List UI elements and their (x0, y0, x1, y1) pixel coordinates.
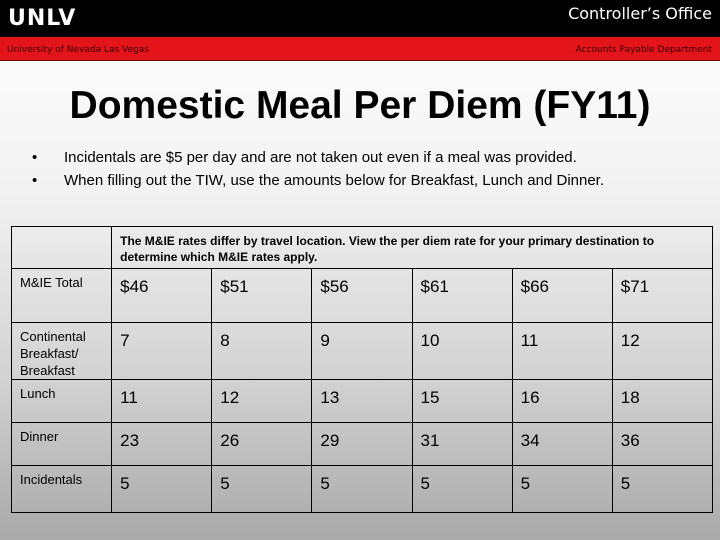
table-cell: 12 (212, 380, 312, 423)
bullet-item (28, 148, 604, 171)
table-row (12, 269, 713, 323)
bullet-item (28, 171, 604, 194)
per-diem-table (11, 226, 713, 513)
bullet-text: When filling out the TIW, use the amounts below for Breakfast, Lunch and Dinner. (64, 172, 605, 189)
header-bar (0, 0, 720, 37)
table-cell: $71 (612, 269, 712, 323)
table-row (12, 323, 713, 380)
table-cell: 29 (312, 423, 412, 466)
table-cell: $51 (212, 269, 312, 323)
table-cell: 11 (112, 380, 212, 423)
table-cell: 36 (612, 423, 712, 466)
university-name: University of Nevada Las Vegas (7, 45, 149, 55)
table-cell: 16 (512, 380, 612, 423)
row-label: Incidentals (12, 466, 112, 513)
unlv-logo: UNLV (8, 6, 77, 31)
bullet-icon: • (32, 149, 38, 166)
table-cell: 12 (612, 323, 712, 380)
office-name: Controller’s Office (568, 4, 712, 23)
table-cell: 5 (212, 466, 312, 513)
table-cell: 7 (112, 323, 212, 380)
row-label: Lunch (12, 380, 112, 423)
table-row (12, 423, 713, 466)
table-row (12, 380, 713, 423)
empty-corner-cell (12, 227, 112, 269)
table-header-row (12, 227, 713, 269)
row-label: Dinner (12, 423, 112, 466)
table-cell: 23 (112, 423, 212, 466)
department-name: Accounts Payable Department (575, 45, 712, 55)
page-title: Domestic Meal Per Diem (FY11) (69, 84, 651, 127)
table-cell: 11 (512, 323, 612, 380)
table-cell: 10 (412, 323, 512, 380)
table-cell: $61 (412, 269, 512, 323)
table-cell: 18 (612, 380, 712, 423)
table-cell: 31 (412, 423, 512, 466)
bullet-list (28, 148, 604, 194)
table-cell: $66 (512, 269, 612, 323)
header-subbar (0, 37, 720, 61)
table-cell: 5 (112, 466, 212, 513)
table-cell: 5 (612, 466, 712, 513)
row-label: Continental Breakfast/ Breakfast (12, 323, 112, 380)
table-cell: 9 (312, 323, 412, 380)
table-cell: $46 (112, 269, 212, 323)
table-cell: 13 (312, 380, 412, 423)
table-row (12, 466, 713, 513)
table-cell: 26 (212, 423, 312, 466)
bullet-text: Incidentals are $5 per day and are not taken out even if a meal was provided. (64, 149, 577, 166)
table-cell: 15 (412, 380, 512, 423)
table-cell: 5 (312, 466, 412, 513)
table-cell: 5 (412, 466, 512, 513)
bullet-icon: • (32, 172, 38, 189)
table-cell: $56 (312, 269, 412, 323)
table-cell: 8 (212, 323, 312, 380)
table-cell: 5 (512, 466, 612, 513)
rates-note: The M&IE rates differ by travel location. View the per diem rate for your primary destination to determine which M&IE rates apply. (112, 227, 713, 269)
table-cell: 34 (512, 423, 612, 466)
row-label: M&IE Total (12, 269, 112, 323)
